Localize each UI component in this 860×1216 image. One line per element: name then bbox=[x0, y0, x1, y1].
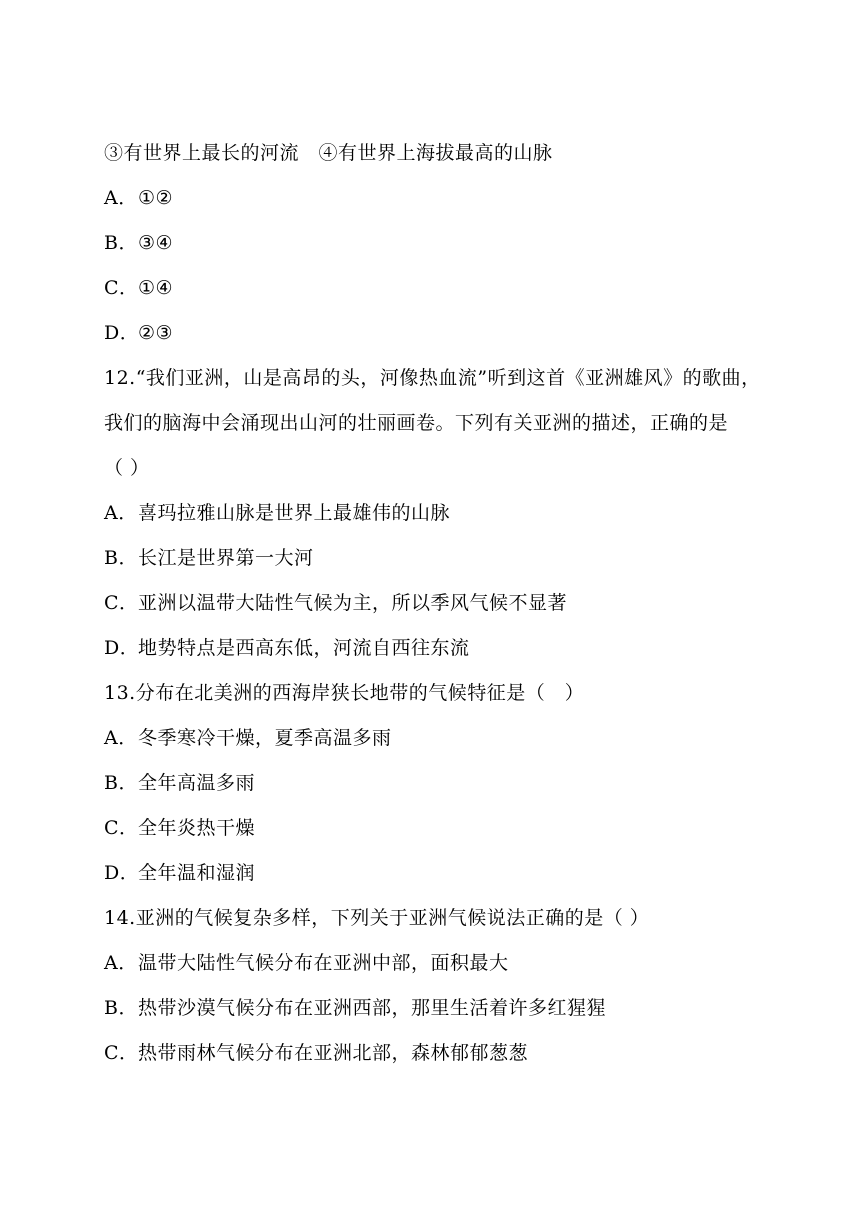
option-letter: D． bbox=[104, 322, 140, 344]
option-letter: D． bbox=[104, 862, 140, 884]
option-text: 全年炎热干燥 bbox=[138, 817, 256, 839]
option-letter: C． bbox=[104, 817, 139, 839]
option-line bbox=[104, 321, 173, 345]
question-14-text: 14.亚洲的气候复杂多样，下列关于亚洲气候说法正确的是（ ） bbox=[104, 907, 650, 929]
option-line bbox=[104, 951, 509, 975]
option-letter: A． bbox=[104, 502, 138, 524]
option-line bbox=[104, 501, 450, 525]
option-line bbox=[104, 546, 314, 570]
question-13-text: 13.分布在北美洲的西海岸狭长地带的气候特征是（ ） bbox=[104, 682, 585, 704]
option-text: 热带沙漠气候分布在亚洲西部，那里生活着许多红猩猩 bbox=[138, 997, 607, 1019]
option-line bbox=[104, 186, 173, 210]
option-line bbox=[104, 1041, 528, 1065]
option-line bbox=[104, 231, 173, 255]
option-line bbox=[104, 276, 173, 300]
option-letter: B． bbox=[104, 997, 138, 1019]
text-line: ③有世界上最长的河流 ④有世界上海拔最高的山脉 bbox=[104, 142, 553, 164]
option-text: 亚洲以温带大陆性气候为主，所以季风气候不显著 bbox=[138, 592, 568, 614]
question-12-text: 12.“我们亚洲，山是高昂的头，河像热血流”听到这首《亚洲雄风》的歌曲， bbox=[104, 367, 761, 389]
option-text: 温带大陆性气候分布在亚洲中部，面积最大 bbox=[138, 952, 509, 974]
option-line bbox=[104, 996, 606, 1020]
option-text: 地势特点是西高东低，河流自西往东流 bbox=[138, 637, 470, 659]
option-letter: B． bbox=[104, 232, 138, 254]
option-line bbox=[104, 861, 255, 885]
option-line bbox=[104, 591, 567, 615]
option-letter: A． bbox=[104, 727, 138, 749]
option-letter: A． bbox=[104, 187, 138, 209]
option-line bbox=[104, 726, 392, 750]
option-text: ③④ bbox=[138, 232, 174, 254]
question-12-text-cont: 我们的脑海中会涌现出山河的壮丽画卷。下列有关亚洲的描述，正确的是 bbox=[104, 412, 729, 434]
option-letter: C． bbox=[104, 592, 139, 614]
option-text: ①② bbox=[138, 187, 174, 209]
option-letter: D． bbox=[104, 637, 140, 659]
option-letter: B． bbox=[104, 547, 138, 569]
option-text: 热带雨林气候分布在亚洲北部，森林郁郁葱葱 bbox=[138, 1042, 529, 1064]
option-letter: A． bbox=[104, 952, 138, 974]
option-line bbox=[104, 636, 470, 660]
option-text: 喜玛拉雅山脉是世界上最雄伟的山脉 bbox=[138, 502, 451, 524]
question-12-blank: （ ） bbox=[104, 457, 150, 479]
option-text: 全年温和湿润 bbox=[138, 862, 256, 884]
option-letter: C． bbox=[104, 277, 139, 299]
option-line bbox=[104, 816, 255, 840]
option-text: 长江是世界第一大河 bbox=[138, 547, 314, 569]
option-text: ②③ bbox=[138, 322, 174, 344]
option-text: ①④ bbox=[138, 277, 174, 299]
option-text: 冬季寒冷干燥，夏季高温多雨 bbox=[138, 727, 392, 749]
option-line bbox=[104, 771, 255, 795]
option-letter: B． bbox=[104, 772, 138, 794]
option-letter: C． bbox=[104, 1042, 139, 1064]
option-text: 全年高温多雨 bbox=[138, 772, 256, 794]
